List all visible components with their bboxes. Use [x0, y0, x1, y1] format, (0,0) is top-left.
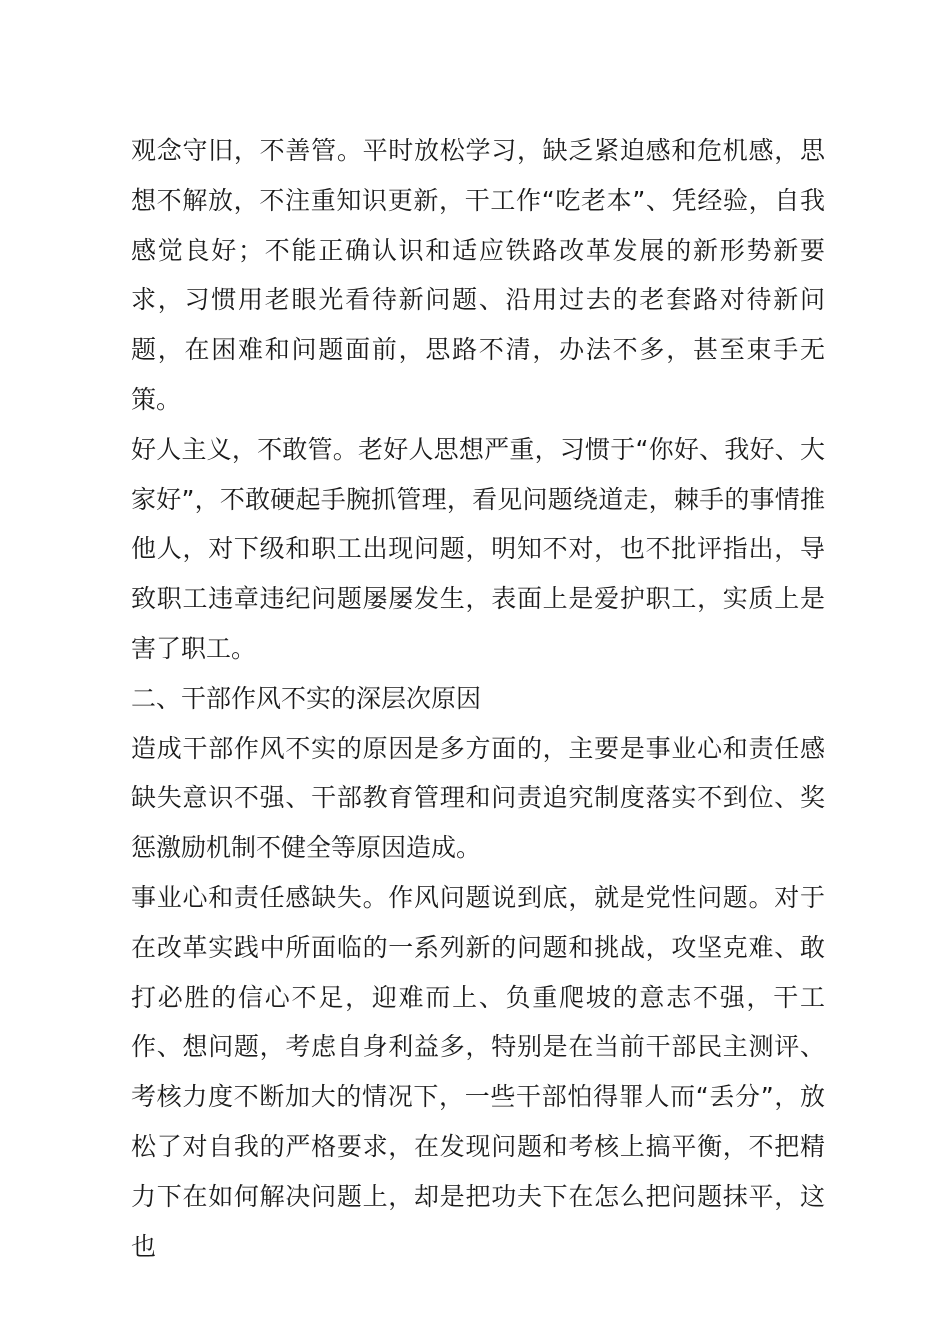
- paragraph-causes-intro: 造成干部作风不实的原因是多方面的，主要是事业心和责任感缺失意识不强、干部教育管理和问责追究制度落实不到位、奖惩激励机制不健全等原因造成。: [131, 733, 825, 863]
- section-heading-2: 二、干部作风不实的深层次原因: [131, 683, 482, 713]
- paragraph-guannian-shoujiu: 观念守旧，不善管。平时放松学习，缺乏紧迫感和危机感，思想不解放，不注重知识更新，干工作“吃老本”、凭经验，自我感觉良好；不能正确认识和适应铁路改革发展的新形势新要求，习惯用老眼光看待新问题、沿用过去的老套路对待新问题，在困难和问题面前，思路不清，办法不多，甚至束手无策。: [131, 136, 825, 414]
- document-body: [131, 126, 825, 1271]
- paragraph-shiyexin: 事业心和责任感缺失。作风问题说到底，就是党性问题。对于在改革实践中所面临的一系列新的问题和挑战，攻坚克难、敢打必胜的信心不足，迎难而上、负重爬坡的意志不强，干工作、想问题，考虑自身利益多，特别是在当前干部民主测评、考核力度不断加大的情况下，一些干部怕得罪人而“丢分”，放松了对自我的严格要求，在发现问题和考核上搞平衡，不把精力下在如何解决问题上，却是把功夫下在怎么把问题抹平，这也: [131, 882, 825, 1261]
- paragraph-haoren-zhuyi: 好人主义，不敢管。老好人思想严重，习惯于“你好、我好、大家好”，不敢硬起手腕抓管理，看见问题绕道走，棘手的事情推他人，对下级和职工出现问题，明知不对，也不批评指出，导致职工违章违纪问题屡屡发生，表面上是爱护职工，实质上是害了职工。: [131, 434, 825, 663]
